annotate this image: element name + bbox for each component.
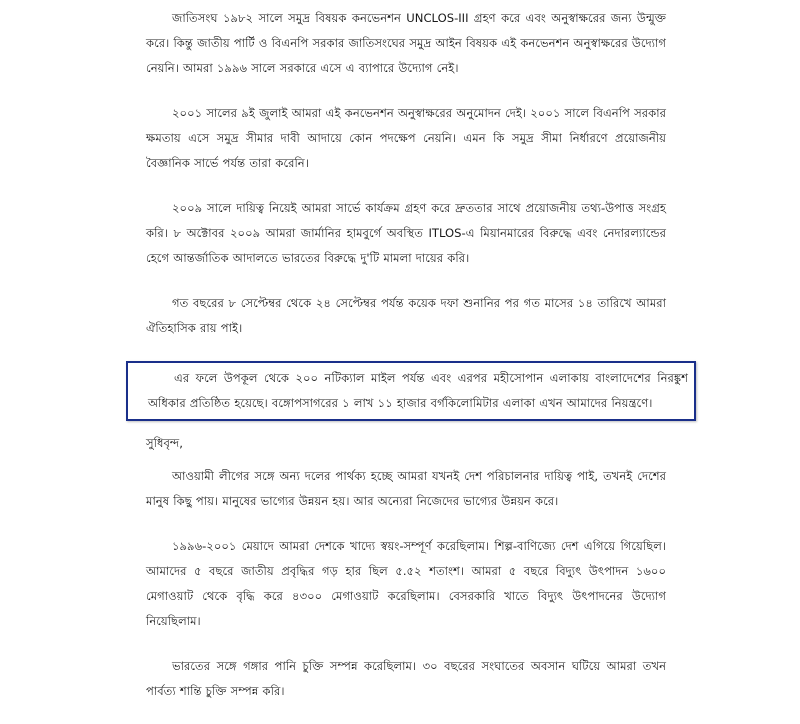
- salutation: সুধিবৃন্দ,: [146, 436, 183, 450]
- paragraph-awami-league: আওয়ামী লীগের সঙ্গে অন্য দলের পার্থক্য হচ্ছে আমরা যখনই দেশ পরিচালনার দায়িত্ব পাই, তখনই দেশের মানুষ কিছু পায়। মানুষের ভাগ্যের উন্নয়ন হয়। আর অন্যেরা নিজেদের ভাগ্যের উন্নয়ন করে।: [146, 469, 666, 508]
- paragraph-2001-convention: ২০০১ সালের ৯ই জুলাই আমরা এই কনভেনশন অনুস্বাক্ষরের অনুমোদন দেই। ২০০১ সালে বিএনপি সরকার ক্ষমতায় এসে সমুদ্র সীমার দাবী আদায়ে কোন পদক্ষেপ নেয়নি। এমন কি সমুদ্র সীমা নির্ধারণে প্রয়োজনীয় বৈজ্ঞানিক সার্ভে পর্যন্ত তারা করেনি।: [146, 106, 666, 170]
- paragraph-2009-survey: ২০০৯ সালে দায়িত্ব নিয়েই আমরা সার্ভে কার্যক্রম গ্রহণ করে দ্রুততার সাথে প্রয়োজনীয় তথ্য-উপাত্ত সংগ্রহ করি। ৮ অক্টোবর ২০০৯ আমরা জার্মানির হামবুর্গে অবস্থিত ITLOS-এ মিয়ানমারের বিরুদ্ধে এবং নেদারল্যান্ডের হেগে আন্তর্জাতিক আদালতে ভারতের বিরুদ্ধে দু'টি মামলা দায়ের করি।: [146, 201, 666, 265]
- paragraph-verdict: গত বছরের ৮ সেপ্টেম্বর থেকে ২৪ সেপ্টেম্বর পর্যন্ত কয়েক দফা শুনানির পর গত মাসের ১৪ তারিখে আমরা ঐতিহাসিক রায় পাই।: [146, 296, 666, 335]
- highlighted-paragraph: এর ফলে উপকূল থেকে ২০০ নটিক্যাল মাইল পর্যন্ত এবং এরপর মহীসোপান এলাকায় বাংলাদেশের নিরঙ্কুশ অধিকার প্রতিষ্ঠিত হয়েছে। বঙ্গোপসাগরের ১ লাখ ১১ হাজার বর্গকিলোমিটার এলাকা এখন আমাদের নিয়ন্ত্রণে।: [148, 371, 688, 410]
- document-body: [146, 6, 688, 724]
- highlighted-passage-box: [126, 361, 696, 421]
- paragraph-unclos: জাতিসংঘ ১৯৮২ সালে সমুদ্র বিষয়ক কনভেনশন UNCLOS-III গ্রহণ করে এবং অনুস্বাক্ষরের জন্য উন্মুক্ত করে। কিন্তু জাতীয় পার্টি ও বিএনপি সরকার জাতিসংঘের সমুদ্র আইন বিষয়ক এই কনভেনশন অনুস্বাক্ষরের উদ্যোগ নেয়নি। আমরা ১৯৯৬ সালে সরকারে এসে এ ব্যাপারে উদ্যোগ নেই।: [146, 11, 667, 75]
- paragraph-ganges-treaty: ভারতের সঙ্গে গঙ্গার পানি চুক্তি সম্পন্ন করেছিলাম। ৩০ বছরের সংঘাতের অবসান ঘটিয়ে আমরা তখন পার্বত্য শান্তি চুক্তি সম্পন্ন করি।: [146, 659, 666, 698]
- paragraph-1996-2001: ১৯৯৬-২০০১ মেয়াদে আমরা দেশকে খাদ্যে স্বয়ং-সম্পূর্ণ করেছিলাম। শিল্প-বাণিজ্যে দেশ এগিয়ে গিয়েছিল। আমাদের ৫ বছরে জাতীয় প্রবৃদ্ধির গড় হার ছিল ৫.৫২ শতাংশ। আমরা ৫ বছরে বিদ্যুৎ উৎপাদন ১৬০০ মেগাওয়াট থেকে বৃদ্ধি করে ৪৩০০ মেগাওয়াট করেছিলাম। বেসরকারি খাতে বিদ্যুৎ উৎপাদনের উদ্যোগ নিয়েছিলাম।: [146, 539, 666, 628]
